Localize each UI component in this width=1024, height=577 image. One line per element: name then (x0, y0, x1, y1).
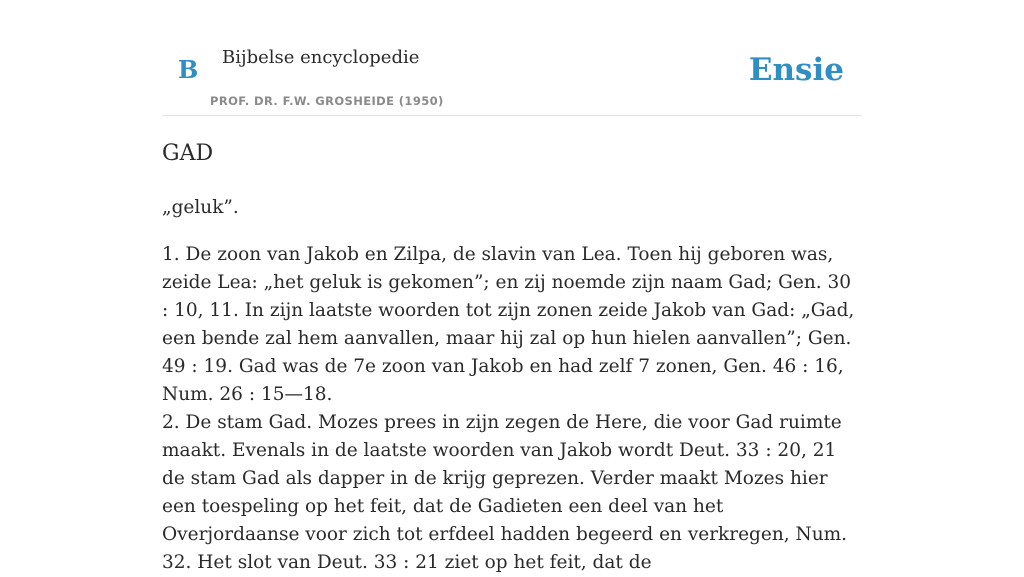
entry-meaning: „geluk”. (162, 197, 239, 218)
article (162, 138, 862, 577)
entry-title: GAD (162, 141, 214, 166)
article-paragraph-1: 1. De zoon van Jakob en Zilpa, de slavin van Lea. Toen hij geboren was, zeide Lea: „het geluk is gekomen”; en zij noemde zijn naam Gad; Gen. 30 : 10, 11. In zijn laatste woorden tot zijn zonen zeide Jakob van Gad: „Gad, een bende zal hem aanvallen, maar hij zal op hun hielen aanvallen”; Gen. 49 : 19. Gad was de 7e zoon van Jakob en had zelf 7 zonen, Gen. 46 : 16, Num. 26 : 15—18. (162, 244, 855, 405)
ensie-logo[interactable]: Ensie (748, 52, 844, 88)
author-credit: PROF. DR. F.W. GROSHEIDE (1950) (210, 94, 444, 108)
article-paragraph-2: 2. De stam Gad. Mozes prees in zijn zegen de Here, die voor Gad ruimte maakt. Evenals in de laatste woorden van Jakob wordt Deut. 33 : 20, 21 de stam Gad als dapper in de krijg geprezen. Verder maakt Mozes hier een toespeling op het feit, dat de Gadieten een deel van het Overjordaanse voor zich tot erfdeel hadden begeerd en verkregen, Num. 32. Het slot van Deut. 33 : 21 ziet op het feit, dat de (162, 412, 848, 573)
book-logo-icon[interactable]: B (178, 55, 199, 84)
site-header (162, 0, 862, 116)
book-title-link[interactable]: Bijbelse encyclopedie (222, 47, 420, 68)
